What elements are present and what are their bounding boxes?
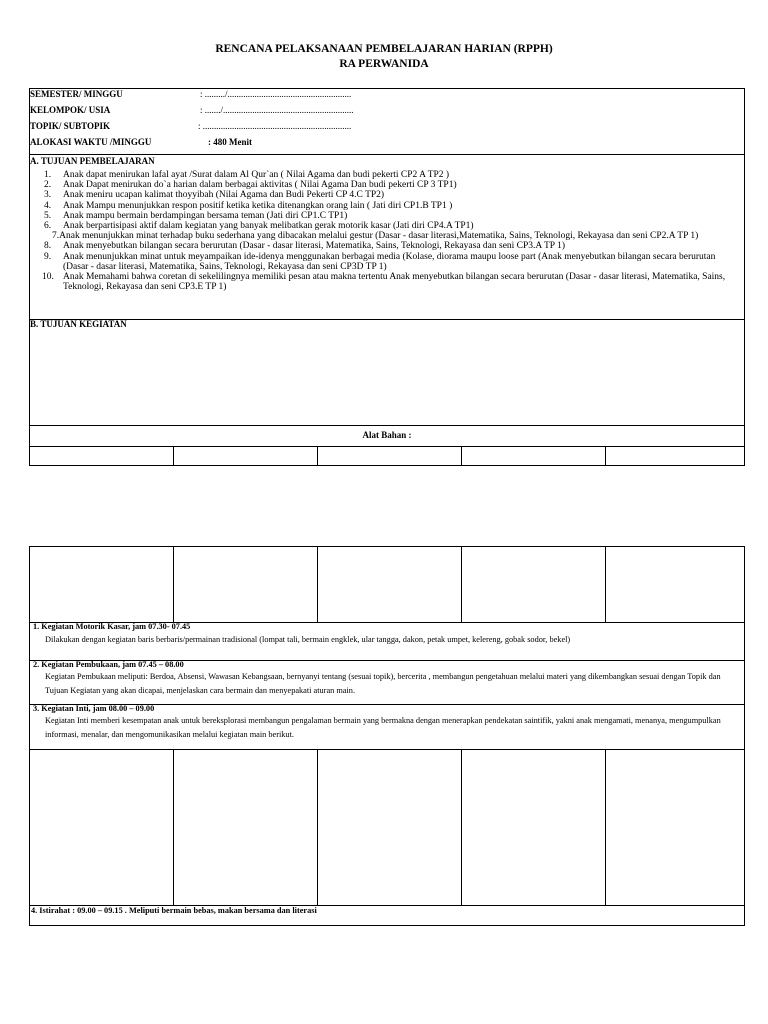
goal-text: Anak berpartisipasi aktif dalam kegiatan yang banyak melibatkan gerak motorik kasar (Jati diri CP4.A TP1) (63, 221, 474, 232)
goal-item (30, 180, 742, 190)
goal-text: Anak Memahami bahwa coretan di sekelilingnya memiliki pesan atau makna tertentu Anak menyebutkan bilangan secara berurutan (Dasar - dasar literasi, Matematika, Sains, Teknologi, Rekayasa dan seni CP3.E TP 1) (63, 272, 726, 293)
goal-item (30, 211, 742, 221)
goal-item (30, 231, 742, 241)
semester-label: SEMESTER/ MINGGU (30, 89, 123, 99)
goal-number: 8. (44, 241, 52, 252)
goal-number: 6. (44, 221, 52, 232)
goal-number: 7. (52, 231, 60, 242)
pembukaan-title: 2. Kegiatan Pembukaan, jam 07.45 – 08.00 (33, 660, 184, 669)
goal-text: Anak mampu bermain berdampingan bersama teman (Jati diri CP1.C TP1) (63, 210, 348, 221)
topik-label: TOPIK/ SUBTOPIK (30, 121, 110, 131)
motorik-title: 1. Kegiatan Motorik Kasar, jam 07.30- 07.45 (33, 622, 191, 631)
goal-text: Anak menunjukkan minat terhadap buku sederhana yang dibacakan melalui gestur (Dasar - dasar literasi,Matematika, Sains, Teknologi, Rekayasa dan seni CP2.A TP 1) (59, 231, 699, 242)
kelompok-label: KELOMPOK/ USIA (30, 105, 111, 115)
goal-number: 10. (42, 272, 54, 283)
goal-item (30, 201, 742, 211)
istirahat-title: 4. Istirahat : 09.00 – 09.15 . Meliputi bermain bebas, makan bersama dan literasi (31, 906, 317, 915)
kelompok-value: : ......./.......................................................... (200, 105, 354, 115)
goal-number: 2. (44, 180, 52, 191)
semester-value: : ........./....................................................... (200, 89, 352, 99)
topik-value: : .................................................................. (198, 121, 352, 131)
alokasi-value: : 480 Menit (208, 137, 252, 147)
goal-text: Anak Dapat menirukan do`a harian dalam berbagai aktivitas ( Nilai Agama Dan budi pekerti CP 3 TP1) (63, 180, 457, 191)
alat-bahan-label: Alat Bahan : (362, 430, 412, 440)
goal-number: 4. (44, 200, 52, 211)
goal-item (30, 190, 742, 200)
goal-item (30, 241, 742, 251)
pembukaan-description: Kegiatan Pembukaan meliputi: Berdoa, Absensi, Wawasan Kebangsaan, bernyanyi tentang (sesuai topik), bercerita , membangun pengetahuan melalui materi yang dikembangkan sesuai dengan Topik dan Tujuan Kegiatan yang akan dicapai, menjelaskan cara bermain dan menyepakati aturan main. (45, 672, 721, 695)
goal-text: Anak dapat menirukan lafal ayat /Surat dalam Al Qur`an ( Nilai Agama dan budi pekerti CP2 A TP2 ) (63, 170, 450, 180)
section-b-heading: B. TUJUAN KEGIATAN (30, 319, 127, 329)
goal-number: 9. (44, 251, 52, 262)
goal-item (30, 272, 742, 292)
goal-item (30, 252, 742, 272)
goal-text: Anak Mampu menunjukkan respon positif ketika ketika ditenangkan orang lain ( Jati diri CP1.B TP1 ) (63, 200, 453, 211)
goal-text: Anak menunjukkan minat untuk meyampaikan ide-idenya menggunakan berbagai media (Kolase, diorama maupu loose part (Anak menyebutkan bilangan secara berurutan (Dasar - dasar literasi, Matematika, Sains, Teknologi, Rekayasa dan seni CP3D TP 1) (63, 251, 716, 272)
goal-number: 5. (44, 210, 52, 221)
goal-text: Anak menyebutkan bilangan secara berurutan (Dasar - dasar literasi, Matematika, Sains, Teknologi, Rekayasa dan seni CP3.A TP 1) (63, 241, 565, 252)
motorik-description: Dilakukan dengan kegiatan baris berbaris/permainan tradisional (lompat tali, bermain engklek, ular tangga, dakon, petak umpet, kelereng, gobak sodor, bekel) (45, 635, 571, 644)
inti-title: 3. Kegiatan Inti, jam 08.00 – 09.00 (33, 704, 155, 713)
goal-number: 3. (44, 190, 52, 201)
learning-goals-list (30, 170, 742, 292)
document-title: RENCANA PELAKSANAAN PEMBELAJARAN HARIAN (RPPH) (215, 43, 553, 55)
document-subtitle: RA PERWANIDA (339, 58, 429, 70)
inti-description: Kegiatan Inti memberi kesempatan anak untuk bereksplorasi membangun pengalaman bermain yang bermakna dengan menerapkan pendekatan saintifik, yakni anak mengamati, menanya, mengumpulkan informasi, menalar, dan mengomunikasikan melalui kegiatan main berikut. (45, 716, 721, 739)
alokasi-label: ALOKASI WAKTU /MINGGU (30, 137, 152, 147)
goal-number: 1. (44, 170, 52, 180)
goal-item (30, 221, 742, 231)
goal-text: Anak meniru ucapan kalimat thoyyibah (Nilai Agama dan Budi Pekerti CP 4.C TP2) (63, 190, 385, 201)
goal-item (30, 170, 742, 180)
section-a-heading: A. TUJUAN PEMBELAJARAN (30, 156, 155, 166)
